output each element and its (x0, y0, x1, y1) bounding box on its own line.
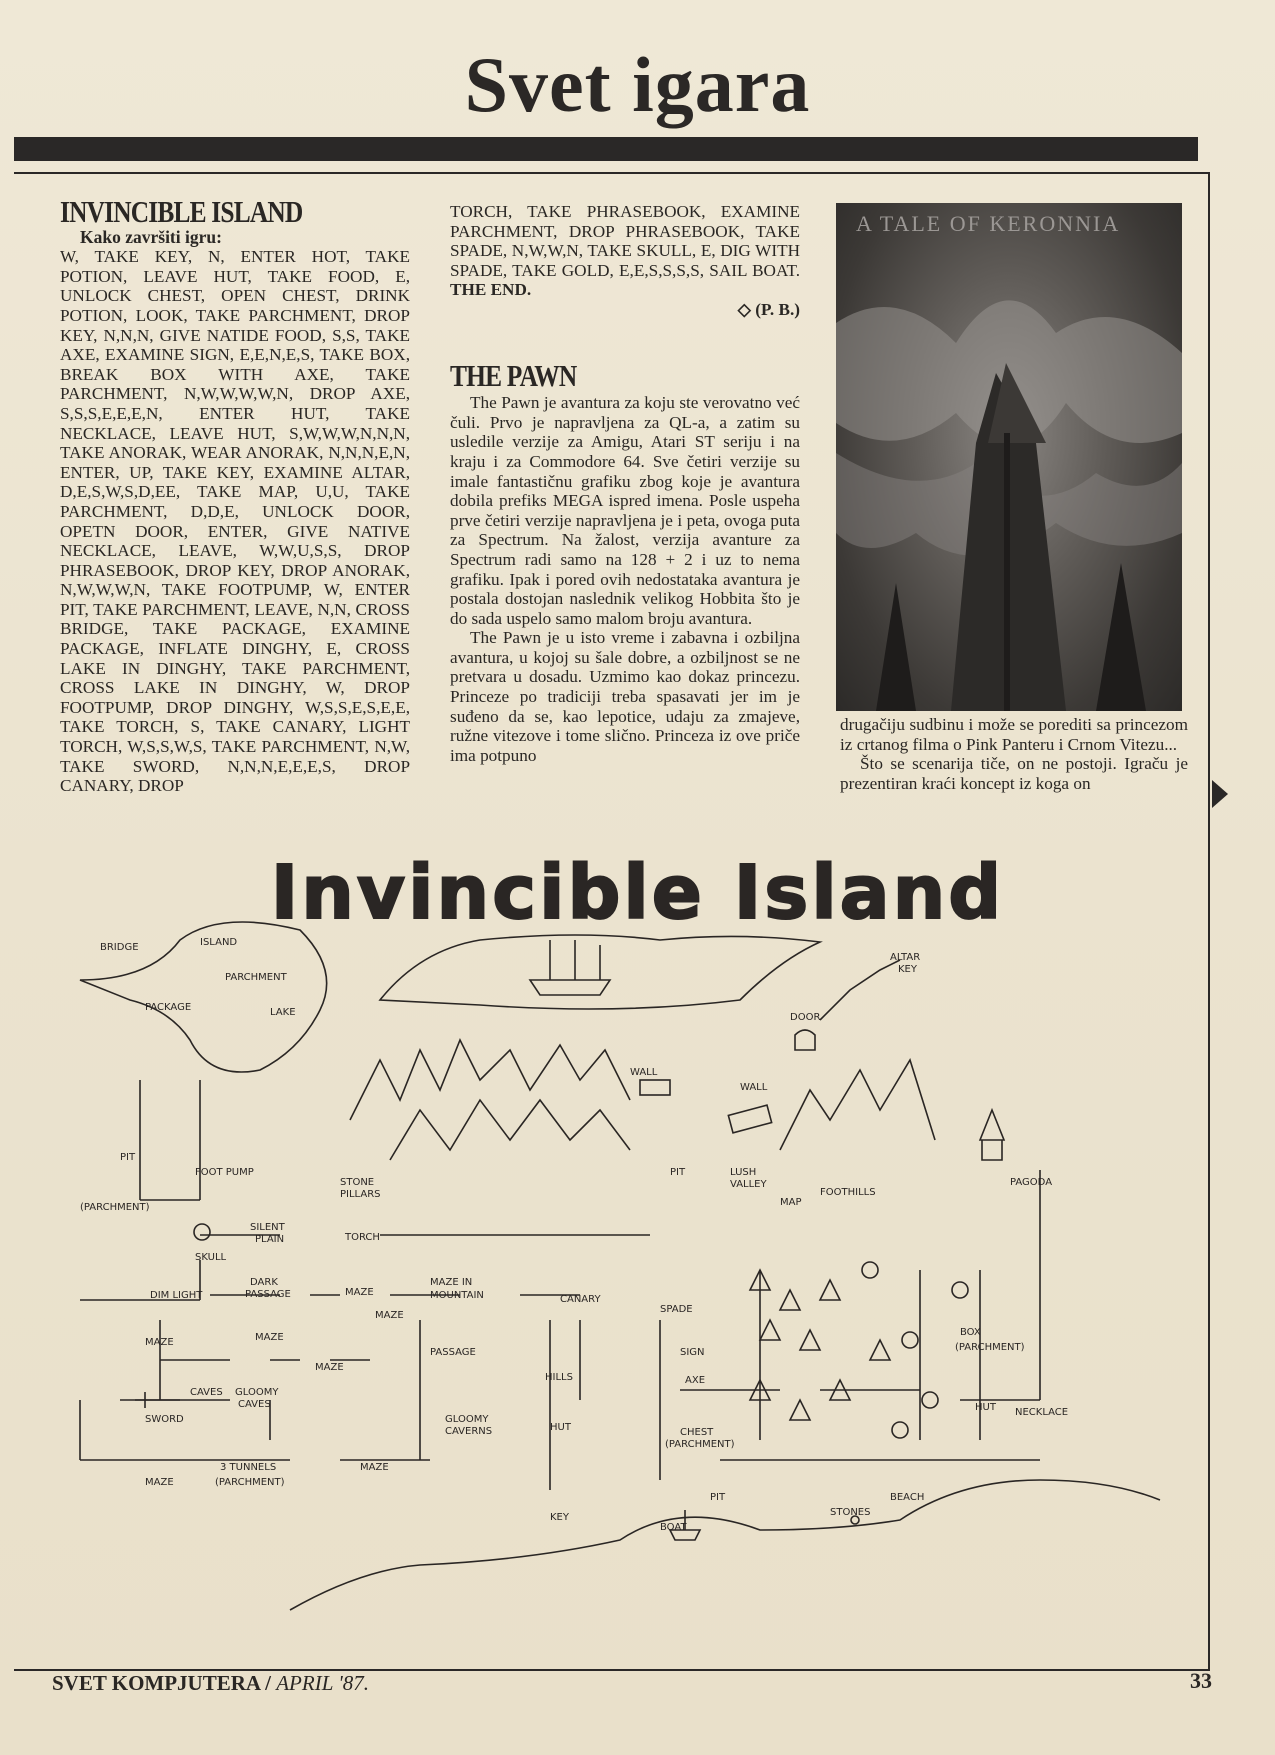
map-label-spade: SPADE (660, 1304, 693, 1315)
map-label-maze-6: MAZE (145, 1477, 174, 1488)
map-label-lush: LUSH (730, 1167, 757, 1178)
map-label-lake: LAKE (270, 1007, 296, 1018)
map-label-chest: CHEST (680, 1427, 714, 1438)
pawn-paragraph-4: Što se scenarija tiče, on ne postoji. Igraču je prezentiran kraći koncept iz koga on (840, 754, 1188, 793)
map-label-pit-2: PIT (670, 1167, 686, 1178)
map-label-foot-pump: FOOT PUMP (195, 1167, 254, 1178)
issue-date: APRIL '87. (276, 1671, 370, 1695)
map-label-hills: HILLS (545, 1372, 573, 1383)
map-label-key: KEY (550, 1512, 569, 1523)
map-label-gloomy-2: GLOOMY (445, 1414, 489, 1425)
map-label-valley: VALLEY (730, 1179, 767, 1190)
map-title: Invincible Island (270, 850, 1005, 936)
map-label-pit-3: PIT (710, 1492, 726, 1503)
masthead-bar (14, 137, 1198, 161)
map-label-hut-2: HUT (975, 1402, 996, 1413)
walkthrough-text: W, TAKE KEY, N, ENTER HOT, TAKE POTION, LEAVE HUT, TAKE FOOD, E, UNLOCK CHEST, OPEN CHEST, DRINK POTION, LOOK, TAKE PARCHMENT, DROP KEY, N,N,N, GIVE NATIDE FOOD, S,S, TAKE AXE, EXAMINE SIGN, E,E,N,E,S, TAKE BOX, BREAK BOX WITH AXE, TAKE PARCHMENT, N,W,W,W,W,N, DROP AXE, S,S,S,E,E,E,N, ENTER HUT, TAKE NECKLACE, LEAVE HUT, S,W,W,W,N,N,N, TAKE ANORAK, WEAR ANORAK, N,N,N,E,N, ENTER, UP, TAKE KEY, EXAMINE ALTAR, D,E,S,W,S,D,EE, TAKE MAP, U,U, TAKE PARCHMENT, D,D,E, UNLOCK DOOR, OPETN DOOR, ENTER, GIVE NATIVE NECKLACE, LEAVE, W,W,U,S,S, DROP PHRASEBOOK, DROP KEY, DROP ANORAK, N,W,W,W,N, TAKE FOOTPUMP, W, ENTER PIT, TAKE PARCHMENT, LEAVE, N,N, CROSS BRIDGE, TAKE PACKAGE, EXAMINE PACKAGE, INFLATE DINGHY, E, CROSS LAKE IN DINGHY, TAKE PARCHMENT, CROSS LAKE IN DINGHY, W, DROP FOOTPUMP, DROP DINGHY, W,S,S,E,S,E,E, TAKE TORCH, S, TAKE CANARY, LIGHT TORCH, W,S,S,W,S, TAKE PARCHMENT, N,W, TAKE SWORD, N,N,N,E,E,E,S, DROP CANARY, DROP (60, 247, 410, 796)
author-signature: ◇ (P. B.) (737, 299, 800, 319)
wall-icon (640, 1080, 670, 1095)
forest-icon (750, 1262, 968, 1438)
map-label-maze-7: MAZE (360, 1462, 389, 1473)
article-title-the-pawn: THE PAWN (450, 357, 577, 393)
continue-arrow-icon (1212, 780, 1228, 808)
map-label-3-tunnels: 3 TUNNELS (220, 1462, 277, 1473)
map-label-torch: TORCH (345, 1232, 380, 1243)
map-label-maze-5: MAZE (315, 1362, 344, 1373)
map-label-pit: PIT (120, 1152, 136, 1163)
wall-icon-2 (728, 1105, 771, 1133)
map-label-bridge: BRIDGE (100, 942, 139, 953)
map-label-maze-2: MAZE (375, 1310, 404, 1321)
map-label-gloomy-caves: CAVES (238, 1399, 271, 1410)
map-label-axe: AXE (685, 1375, 706, 1386)
map-label-plain: PLAIN (255, 1234, 285, 1245)
map-label-sword: SWORD (145, 1414, 184, 1425)
map-label-canary: CANARY (560, 1294, 601, 1305)
map-label-island: ISLAND (200, 937, 238, 948)
map-label-skull: SKULL (195, 1252, 227, 1263)
map-label-hut-1: HUT (550, 1422, 571, 1433)
column-2 (450, 202, 800, 765)
map-label-maze-1: MAZE (345, 1287, 374, 1298)
skull-icon (194, 1224, 210, 1240)
ship-icon (530, 940, 610, 995)
map-label-stones: STONES (830, 1507, 871, 1518)
image-caption: A TALE OF KERONNIA (856, 211, 1121, 236)
map-label-maze-3: MAZE (145, 1337, 174, 1348)
map-label-chest-parchment: (PARCHMENT) (665, 1439, 735, 1450)
pawn-paragraph-2: The Pawn je u isto vreme i zabavna i ozbiljna avantura, u kojoj su šale dobre, a ozbiljnost se ne pretvara u dosadu. Uzmimo kao dokaz princezu. Princeze po tradiciji treba spasavati jer im je suđeno da se, kao lepotice, udaju za zmajeve, ružne vitezove i tome slično. Princeza iz ove priče ima potpuno (450, 628, 800, 765)
map-label-map: MAP (780, 1197, 802, 1208)
map-label-passage: PASSAGE (430, 1347, 476, 1358)
map-label-dark: DARK (250, 1277, 278, 1288)
magazine-name: SVET KOMPJUTERA / (52, 1671, 271, 1695)
game-screenshot-image (836, 203, 1182, 711)
map-label-foothills: FOOTHILLS (820, 1187, 876, 1198)
pagoda-icon (980, 1110, 1004, 1160)
page-number: 33 (1190, 1668, 1212, 1693)
column-3 (840, 715, 1188, 793)
map-label-package: PACKAGE (145, 1002, 192, 1013)
wizard-illustration (836, 203, 1182, 711)
article-subtitle: Kako završiti igru: (80, 226, 222, 247)
walkthrough-continued: TORCH, TAKE PHRASEBOOK, EXAMINE PARCHMENT, DROP PHRASEBOOK, TAKE SPADE, N,W,W,N, TAKE SKULL, E, DIG WITH SPADE, TAKE GOLD, E,E,S,S,S,S, SAIL BOAT. THE END. (450, 202, 800, 300)
map-label-pit-parchment: (PARCHMENT) (80, 1202, 150, 1213)
map-label-beach: BEACH (890, 1492, 925, 1503)
map-label-altar-key: KEY (898, 964, 917, 975)
footer (52, 1671, 369, 1696)
map-label-sign: SIGN (680, 1347, 705, 1358)
map-label-gloomy: GLOOMY (235, 1387, 279, 1398)
map-label-dark-passage: PASSAGE (245, 1289, 291, 1300)
map-label-box: BOX (960, 1327, 981, 1338)
map-label-dim-light: DIM LIGHT (150, 1290, 203, 1301)
map-label-stone: STONE (340, 1177, 375, 1188)
sword-icon (135, 1392, 180, 1408)
map-label-altar: ALTAR (890, 952, 921, 963)
map-label-wall-1: WALL (630, 1067, 658, 1078)
pawn-paragraph-3: drugačiju sudbinu i može se porediti sa princezom iz crtanog filma o Pink Panteru i Crnom Vitezu... (840, 715, 1188, 754)
column-1 (60, 194, 410, 796)
pawn-paragraph-1: The Pawn je avantura za koju ste verovatno već čuli. Prvo je napravljena za QL-a, a zatim su usledile verzije za Amigu, Atari ST seriju i na kraju i za Commodore 64. Sve četiri verzije su imale fantastičnu grafiku zbog koje je avantura dobila prefiks MEGA ispred imena. Posle uspeha prve četiri verzije napravljena je i peta, ovoga puta za Spectrum. Na žalost, verzija avanture za Spectrum radi samo na 128 + 2 i uz to nema grafiku. Ipak i pored ovih nedostataka avantura je postala dostojan naslednik velikog Hobbita što je do sada uspelo samo malom broju avantura. (450, 393, 800, 628)
the-end: THE END. (450, 280, 532, 300)
map-label-box-parchment: (PARCHMENT) (955, 1342, 1025, 1353)
article-title-invincible-island: INVINCIBLE ISLAND (60, 194, 303, 229)
door-icon (795, 1030, 815, 1050)
altar-stairs (820, 960, 900, 1020)
map-label-caves: CAVES (190, 1387, 223, 1398)
mountains-icon (350, 1040, 935, 1160)
map-label-pillars: PILLARS (340, 1189, 381, 1200)
map-label-silent: SILENT (250, 1222, 285, 1233)
map-label-wall-2: WALL (740, 1082, 768, 1093)
map-label-boat: BOAT (660, 1522, 687, 1533)
map-label-maze-4: MAZE (255, 1332, 284, 1343)
island-map (60, 840, 1180, 1640)
map-label-parchment: PARCHMENT (225, 972, 287, 983)
map-label-tunnels-parchment: (PARCHMENT) (215, 1477, 285, 1488)
map-label-maze-in: MAZE IN (430, 1277, 473, 1288)
masthead: Svet igara (464, 41, 811, 128)
map-label-caverns: CAVERNS (445, 1426, 493, 1437)
map-label-pagoda: PAGODA (1010, 1177, 1053, 1188)
map-label-door: DOOR (790, 1012, 821, 1023)
map-label-mountain: MOUNTAIN (430, 1290, 484, 1301)
map-label-necklace: NECKLACE (1015, 1407, 1069, 1418)
